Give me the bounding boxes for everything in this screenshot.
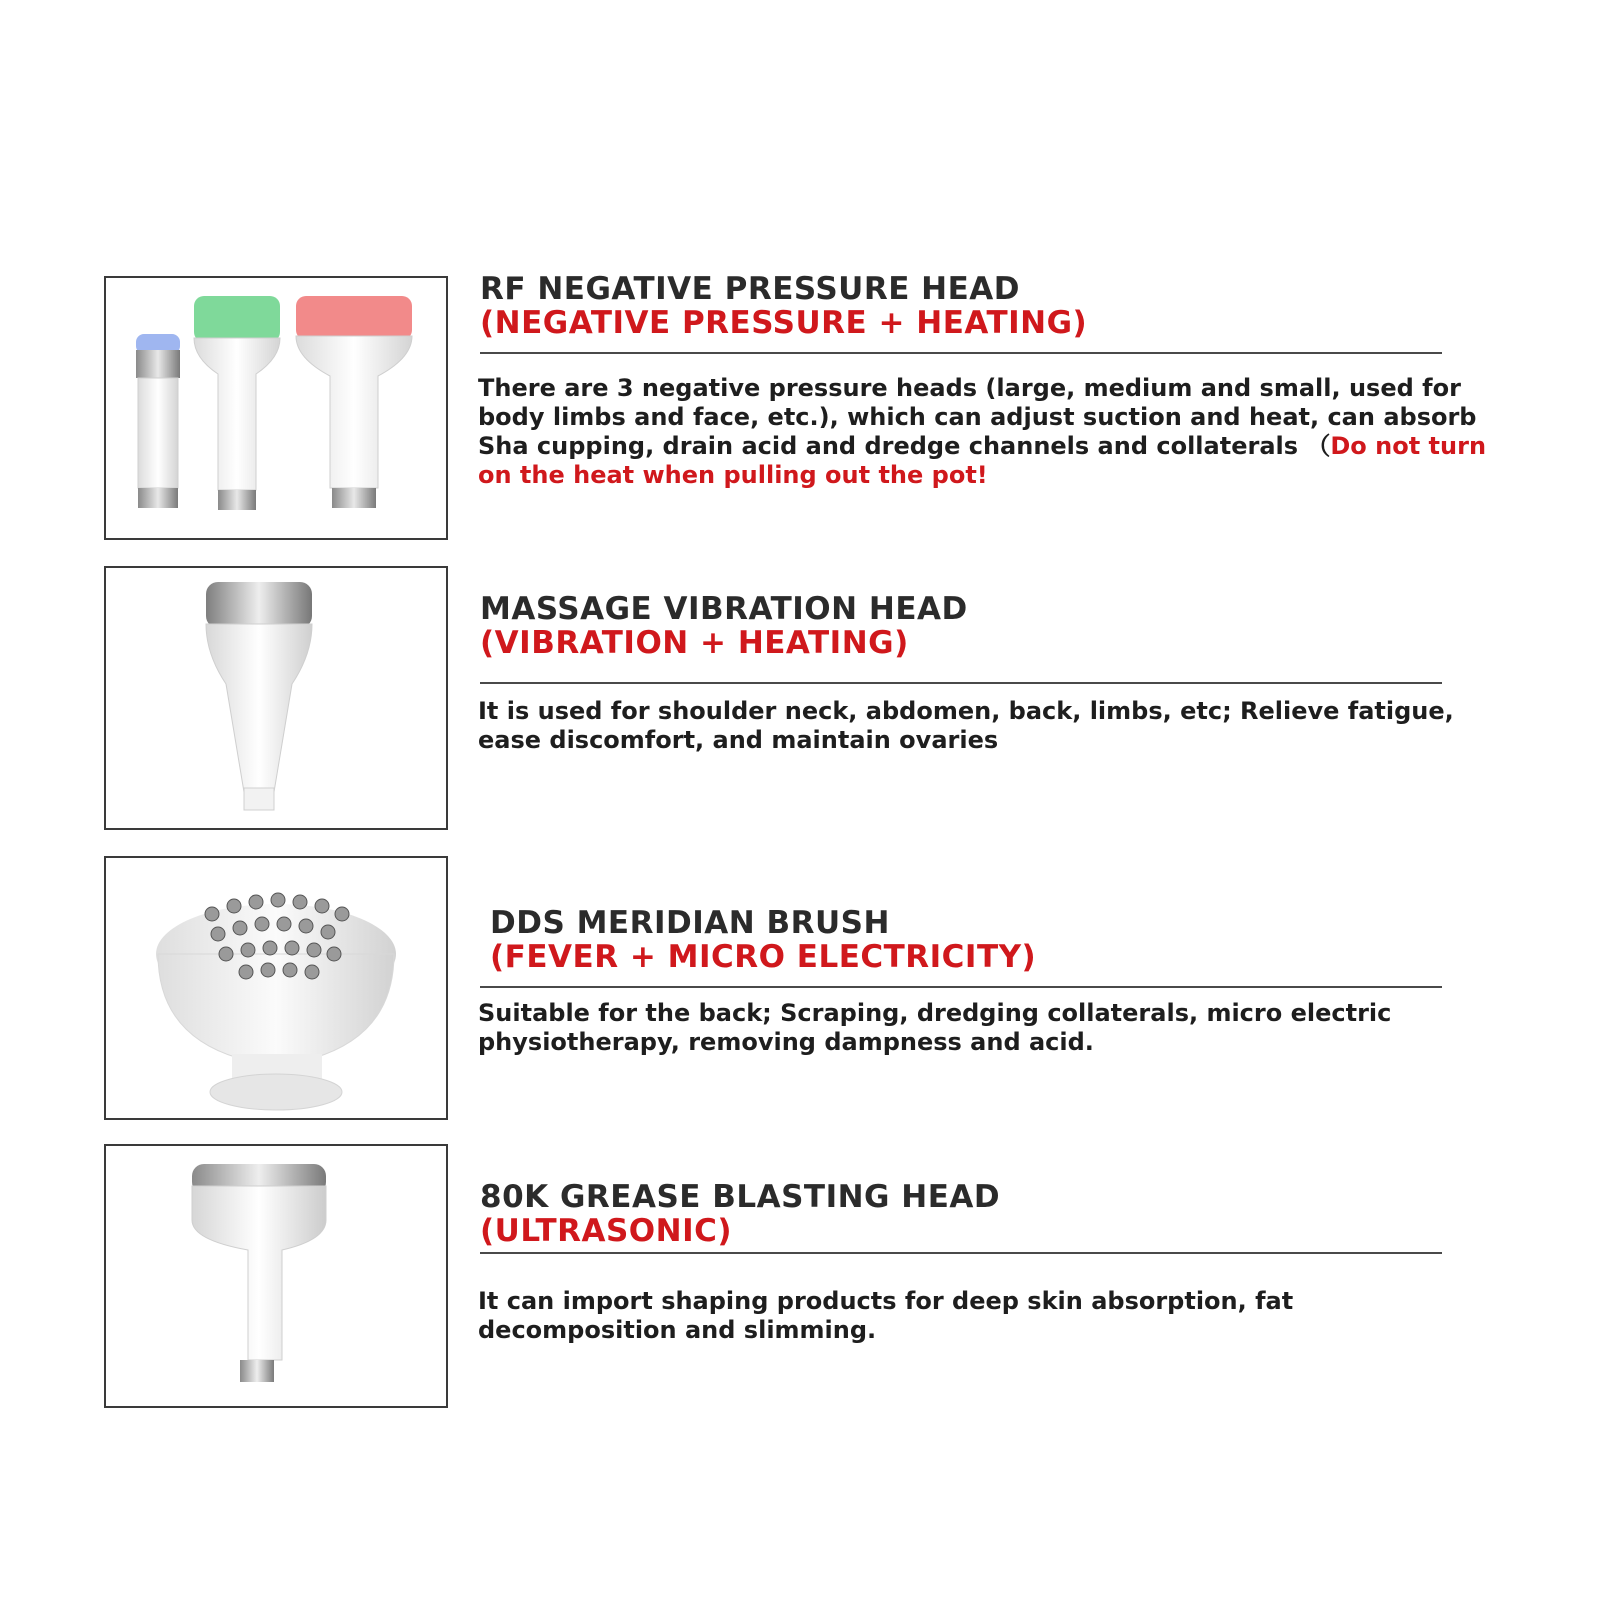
warning-text: Do not turn on the heat when pulling out the pot!	[478, 432, 1487, 489]
item-title: 80K GREASE BLASTING HEAD	[480, 1179, 1001, 1215]
divider	[480, 1252, 1442, 1254]
item-subtitle: (VIBRATION + HEATING)	[480, 625, 909, 661]
product-image-frame	[104, 1144, 448, 1408]
divider	[480, 986, 1442, 988]
item-description: It is used for shoulder neck, abdomen, back, limbs, etc; Relieve fatigue, ease discomfort, and maintain ovaries	[478, 697, 1454, 754]
item-subtitle: (FEVER + MICRO ELECTRICITY)	[490, 939, 1037, 975]
item-heading	[480, 592, 1480, 660]
divider	[480, 682, 1442, 684]
item-title: MASSAGE VIBRATION HEAD	[480, 591, 968, 627]
dds-meridian-brush-icon	[106, 858, 446, 1118]
item-heading	[480, 1180, 1480, 1248]
item-subtitle: (ULTRASONIC)	[480, 1213, 733, 1249]
product-image-frame	[104, 856, 448, 1120]
description-text: There are 3 negative pressure heads (large, medium and small, used for body limbs and face, etc.), which can adjust suction and heat, can absorb Sha cupping, drain acid and dredge channels and collaterals （	[478, 374, 1477, 460]
divider	[480, 352, 1442, 354]
item-description: Suitable for the back; Scraping, dredging collaterals, micro electric physiotherapy, removing dampness and acid.	[478, 999, 1392, 1056]
rf-negative-pressure-heads-icon	[106, 278, 446, 538]
item-heading	[490, 906, 1490, 974]
product-image-frame	[104, 566, 448, 830]
massage-vibration-head-icon	[106, 568, 446, 828]
item-subtitle: (NEGATIVE PRESSURE + HEATING)	[480, 305, 1088, 341]
product-image-frame	[104, 276, 448, 540]
item-title: DDS MERIDIAN BRUSH	[490, 905, 890, 941]
item-description	[478, 374, 1488, 490]
item-description: It can import shaping products for deep skin absorption, fat decomposition and slimming.	[478, 1287, 1294, 1344]
ultrasonic-head-icon	[106, 1146, 446, 1406]
item-heading	[480, 272, 1480, 340]
item-title: RF NEGATIVE PRESSURE HEAD	[480, 271, 1021, 307]
